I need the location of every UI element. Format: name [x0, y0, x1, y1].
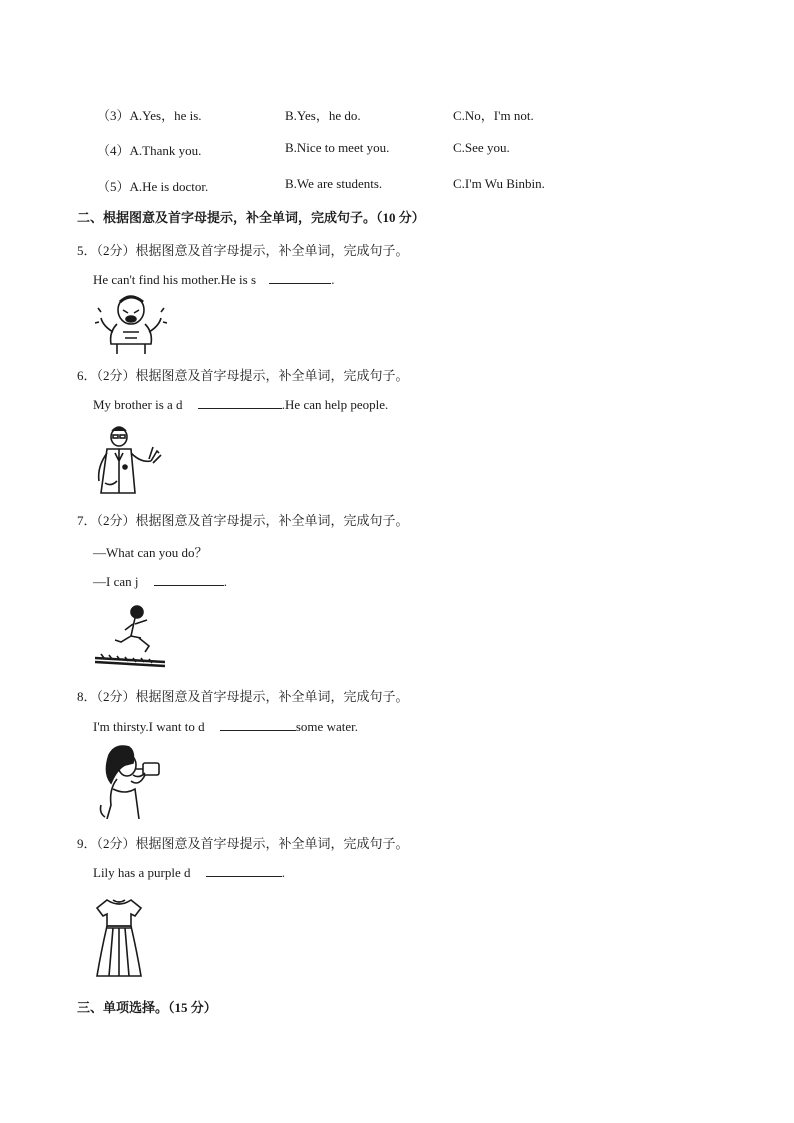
- option-a: A.Thank you.: [129, 143, 202, 158]
- question-9-text-after: .: [281, 865, 285, 880]
- question-5-head: 5．（2分）根据图意及首字母提示，补全单词，完成句子。: [77, 243, 409, 258]
- question-8-text-after: some water.: [295, 719, 358, 734]
- answer-blank-8[interactable]: [220, 718, 296, 731]
- drinking-girl-icon: [95, 743, 167, 819]
- question-5-text-after: .: [331, 272, 335, 287]
- answer-blank-9[interactable]: [206, 864, 282, 877]
- section-3-title: 三、单项选择。（15 分）: [77, 1000, 217, 1015]
- question-6-text-after: .He can help people.: [281, 397, 389, 412]
- question-7-text-after: .: [223, 574, 227, 589]
- dress-icon: [93, 896, 145, 978]
- question-7-text: —I can j: [93, 574, 139, 589]
- jumping-girl-icon: [95, 602, 167, 668]
- question-6-head: 6．（2分）根据图意及首字母提示，补全单词，完成句子。: [77, 368, 409, 383]
- option-c: C.See you.: [453, 140, 510, 155]
- question-8-head: 8．（2分）根据图意及首字母提示，补全单词，完成句子。: [77, 689, 409, 704]
- answer-blank-6[interactable]: [198, 396, 282, 409]
- option-a: A.He is doctor.: [129, 179, 209, 194]
- question-5-text: He can't find his mother.He is s: [93, 272, 257, 287]
- question-9-text: Lily has a purple d: [93, 865, 191, 880]
- section-2-title: 二、根据图意及首字母提示，补全单词，完成句子。（10 分）: [77, 210, 425, 225]
- answer-blank-7[interactable]: [154, 573, 224, 586]
- option-b: B.Nice to meet you.: [285, 140, 390, 155]
- option-c: C.No，I'm not.: [453, 108, 534, 123]
- option-b: B.Yes，he do.: [285, 108, 361, 123]
- question-9-head: 9．（2分）根据图意及首字母提示，补全单词，完成句子。: [77, 836, 409, 851]
- option-num: （5）: [97, 179, 130, 194]
- question-7-dialog-q: —What can you do？: [93, 545, 208, 560]
- option-c: C.I'm Wu Binbin.: [453, 176, 545, 191]
- option-num: （4）: [97, 143, 130, 158]
- question-6-text: My brother is a d: [93, 397, 183, 412]
- crying-boy-icon: [95, 292, 167, 354]
- option-b: B.We are students.: [285, 176, 383, 191]
- question-7-head: 7．（2分）根据图意及首字母提示，补全单词，完成句子。: [77, 513, 409, 528]
- option-a: A.Yes，he is.: [129, 108, 202, 123]
- doctor-icon: [95, 423, 167, 495]
- option-num: （3）: [97, 108, 130, 123]
- question-8-text: I'm thirsty.I want to d: [93, 719, 205, 734]
- answer-blank-5[interactable]: [269, 271, 331, 284]
